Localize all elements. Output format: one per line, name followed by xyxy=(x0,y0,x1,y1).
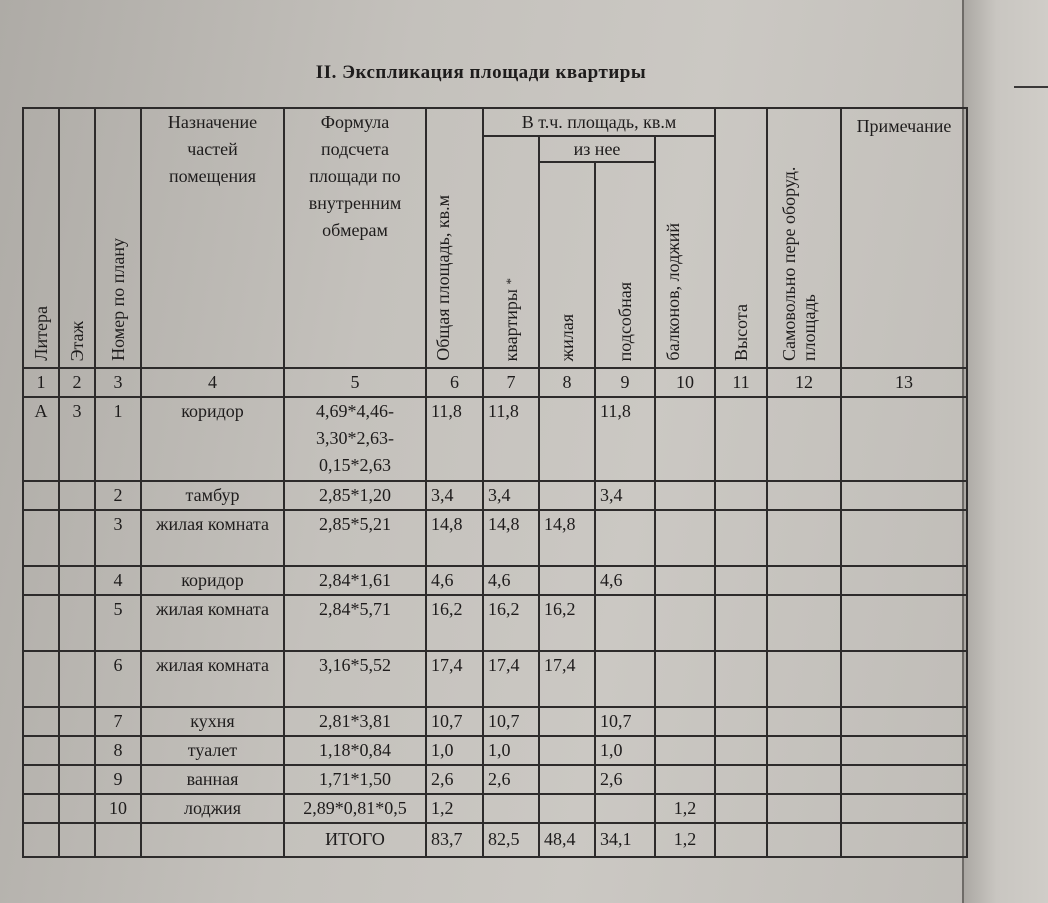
header-formula: Формула подсчета площади по внутренним обмерам xyxy=(284,108,426,368)
column-number: 10 xyxy=(655,368,715,397)
cell-empty xyxy=(715,765,767,794)
cell-zhilaya xyxy=(539,397,595,481)
table-row xyxy=(23,595,967,651)
table-row xyxy=(23,510,967,566)
cell-zhilaya: 17,4 xyxy=(539,651,595,707)
cell-empty xyxy=(767,566,841,595)
header-nomer: Номер по плану xyxy=(95,108,141,368)
cell-naznachenie: кухня xyxy=(141,707,284,736)
cell-empty xyxy=(715,481,767,510)
cell-balkon xyxy=(655,765,715,794)
cell-nomer: 1 xyxy=(95,397,141,481)
cell-kvartiry xyxy=(483,794,539,823)
header-vysota: Высота xyxy=(715,108,767,368)
cell-kvartiry: 16,2 xyxy=(483,595,539,651)
cell-kvartiry: 10,7 xyxy=(483,707,539,736)
cell-balkon xyxy=(655,595,715,651)
table-row xyxy=(23,651,967,707)
header-obshaya: Общая площадь, кв.м xyxy=(426,108,483,368)
column-number: 6 xyxy=(426,368,483,397)
cell-etazh xyxy=(59,510,95,566)
cell-formula: 2,81*3,81 xyxy=(284,707,426,736)
cell-empty xyxy=(841,595,967,651)
cell-naznachenie: ванная xyxy=(141,765,284,794)
cell-balkon xyxy=(655,736,715,765)
adjacent-page-edge xyxy=(962,0,1048,903)
cell-kvartiry: 11,8 xyxy=(483,397,539,481)
cell-naznachenie: жилая комната xyxy=(141,510,284,566)
cell-zhilaya: 14,8 xyxy=(539,510,595,566)
column-number: 3 xyxy=(95,368,141,397)
cell-etazh xyxy=(59,794,95,823)
column-number: 12 xyxy=(767,368,841,397)
cell-litera xyxy=(23,595,59,651)
cell-litera xyxy=(23,765,59,794)
cell-obshaya: 11,8 xyxy=(426,397,483,481)
cell-etazh xyxy=(59,736,95,765)
cell-naznachenie: коридор xyxy=(141,566,284,595)
cell-podsobnaya: 3,4 xyxy=(595,481,655,510)
cell-naznachenie: туалет xyxy=(141,736,284,765)
cell-zhilaya: 16,2 xyxy=(539,595,595,651)
cell-etazh xyxy=(59,481,95,510)
column-number: 11 xyxy=(715,368,767,397)
total-row xyxy=(23,823,967,857)
cell-zhilaya xyxy=(539,765,595,794)
cell-podsobnaya xyxy=(595,595,655,651)
cell-obshaya: 1,2 xyxy=(426,794,483,823)
cell-litera: А xyxy=(23,397,59,481)
cell-empty xyxy=(841,651,967,707)
cell-podsobnaya: 2,6 xyxy=(595,765,655,794)
cell-formula: 4,69*4,46-3,30*2,63-0,15*2,63 xyxy=(284,397,426,481)
cell-balkon: 1,2 xyxy=(655,794,715,823)
cell-kvartiry: 3,4 xyxy=(483,481,539,510)
total-zhilaya: 48,4 xyxy=(539,823,595,857)
cell-empty xyxy=(715,595,767,651)
table-row xyxy=(23,566,967,595)
header-kvartiry-label: квартиры xyxy=(501,288,521,361)
header-primechanie: Примечание xyxy=(841,108,967,368)
cell-litera xyxy=(23,707,59,736)
cell-naznachenie: жилая комната xyxy=(141,595,284,651)
cell-obshaya: 2,6 xyxy=(426,765,483,794)
cell-nomer: 10 xyxy=(95,794,141,823)
header-iz-nee: из нее xyxy=(539,136,655,162)
column-number: 7 xyxy=(483,368,539,397)
cell-litera xyxy=(23,510,59,566)
cell-zhilaya xyxy=(539,736,595,765)
cell-empty xyxy=(841,397,967,481)
cell-kvartiry: 1,0 xyxy=(483,736,539,765)
cell-etazh: 3 xyxy=(59,397,95,481)
cell-obshaya: 17,4 xyxy=(426,651,483,707)
cell-balkon xyxy=(655,481,715,510)
cell-empty xyxy=(767,736,841,765)
cell-formula: 2,84*1,61 xyxy=(284,566,426,595)
header-samovolno: Самовольно пере оборуд. площадь xyxy=(767,108,841,368)
cell-balkon xyxy=(655,566,715,595)
total-kvartiry: 82,5 xyxy=(483,823,539,857)
cell-etazh xyxy=(59,707,95,736)
cell-etazh xyxy=(59,651,95,707)
explication-table xyxy=(22,107,968,858)
cell-empty xyxy=(841,736,967,765)
cell-etazh xyxy=(59,595,95,651)
cell-litera xyxy=(23,794,59,823)
cell-naznachenie: жилая комната xyxy=(141,651,284,707)
cell-empty xyxy=(841,566,967,595)
cell-obshaya: 16,2 xyxy=(426,595,483,651)
cell-empty xyxy=(767,397,841,481)
table-row xyxy=(23,794,967,823)
cell-nomer: 9 xyxy=(95,765,141,794)
cell-nomer: 2 xyxy=(95,481,141,510)
cell-empty xyxy=(841,481,967,510)
cell-nomer: 5 xyxy=(95,595,141,651)
cell-empty xyxy=(715,794,767,823)
cell-empty xyxy=(841,707,967,736)
table-row xyxy=(23,707,967,736)
cell-podsobnaya xyxy=(595,794,655,823)
column-number: 2 xyxy=(59,368,95,397)
column-number: 1 xyxy=(23,368,59,397)
cell-nomer: 7 xyxy=(95,707,141,736)
cell-formula: 1,71*1,50 xyxy=(284,765,426,794)
table-row xyxy=(23,736,967,765)
cell-empty xyxy=(767,510,841,566)
cell-empty xyxy=(841,510,967,566)
cell-zhilaya xyxy=(539,794,595,823)
cell-formula: 1,18*0,84 xyxy=(284,736,426,765)
cell-empty xyxy=(767,481,841,510)
cell-podsobnaya xyxy=(595,510,655,566)
header-v-tch: В т.ч. площадь, кв.м xyxy=(483,108,715,136)
cell-formula: 2,89*0,81*0,5 xyxy=(284,794,426,823)
cell-obshaya: 1,0 xyxy=(426,736,483,765)
cell-litera xyxy=(23,481,59,510)
header-etazh: Этаж xyxy=(59,108,95,368)
cell-obshaya: 3,4 xyxy=(426,481,483,510)
header-litera: Литера xyxy=(23,108,59,368)
cell-naznachenie: коридор xyxy=(141,397,284,481)
table-row xyxy=(23,481,967,510)
footnote-mark: * xyxy=(503,277,518,285)
cell-formula: 3,16*5,52 xyxy=(284,651,426,707)
table-row xyxy=(23,765,967,794)
header-podsobnaya: подсобная xyxy=(595,162,655,368)
header-naznachenie: Назначение частей помещения xyxy=(141,108,284,368)
total-balkon: 1,2 xyxy=(655,823,715,857)
cell-empty xyxy=(767,765,841,794)
cell-empty xyxy=(767,794,841,823)
cell-balkon xyxy=(655,707,715,736)
column-number: 9 xyxy=(595,368,655,397)
cell-empty xyxy=(715,707,767,736)
cell-obshaya: 14,8 xyxy=(426,510,483,566)
column-number: 8 xyxy=(539,368,595,397)
cell-podsobnaya: 4,6 xyxy=(595,566,655,595)
cell-balkon xyxy=(655,651,715,707)
cell-formula: 2,85*1,20 xyxy=(284,481,426,510)
cell-etazh xyxy=(59,765,95,794)
cell-empty xyxy=(767,651,841,707)
cell-nomer: 6 xyxy=(95,651,141,707)
adjacent-page-mark xyxy=(1014,86,1048,88)
header-kvartiry xyxy=(483,136,539,368)
cell-zhilaya xyxy=(539,707,595,736)
table-row xyxy=(23,397,967,481)
cell-nomer: 3 xyxy=(95,510,141,566)
cell-obshaya: 10,7 xyxy=(426,707,483,736)
cell-podsobnaya: 10,7 xyxy=(595,707,655,736)
cell-empty xyxy=(841,794,967,823)
cell-zhilaya xyxy=(539,481,595,510)
column-number: 13 xyxy=(841,368,967,397)
cell-empty xyxy=(715,651,767,707)
cell-nomer: 8 xyxy=(95,736,141,765)
cell-formula: 2,84*5,71 xyxy=(284,595,426,651)
cell-kvartiry: 4,6 xyxy=(483,566,539,595)
column-numbers-row xyxy=(23,368,967,397)
cell-empty xyxy=(715,736,767,765)
table-body xyxy=(23,397,967,823)
column-number: 5 xyxy=(284,368,426,397)
cell-litera xyxy=(23,566,59,595)
total-obshaya: 83,7 xyxy=(426,823,483,857)
total-label: ИТОГО xyxy=(284,823,426,857)
cell-naznachenie: тамбур xyxy=(141,481,284,510)
cell-podsobnaya: 1,0 xyxy=(595,736,655,765)
cell-nomer: 4 xyxy=(95,566,141,595)
cell-empty xyxy=(715,510,767,566)
cell-naznachenie: лоджия xyxy=(141,794,284,823)
cell-kvartiry: 14,8 xyxy=(483,510,539,566)
cell-empty xyxy=(715,566,767,595)
cell-litera xyxy=(23,651,59,707)
cell-empty xyxy=(767,707,841,736)
cell-formula: 2,85*5,21 xyxy=(284,510,426,566)
cell-kvartiry: 17,4 xyxy=(483,651,539,707)
cell-zhilaya xyxy=(539,566,595,595)
header-zhilaya: жилая xyxy=(539,162,595,368)
cell-empty xyxy=(715,397,767,481)
cell-podsobnaya: 11,8 xyxy=(595,397,655,481)
cell-balkon xyxy=(655,510,715,566)
cell-obshaya: 4,6 xyxy=(426,566,483,595)
document-title: II. Экспликация площади квартиры xyxy=(315,62,647,83)
cell-litera xyxy=(23,736,59,765)
cell-kvartiry: 2,6 xyxy=(483,765,539,794)
column-number: 4 xyxy=(141,368,284,397)
total-podsobnaya: 34,1 xyxy=(595,823,655,857)
header-balkonov: балконов, лоджий xyxy=(655,136,715,368)
cell-podsobnaya xyxy=(595,651,655,707)
cell-balkon xyxy=(655,397,715,481)
cell-etazh xyxy=(59,566,95,595)
cell-empty xyxy=(767,595,841,651)
cell-empty xyxy=(841,765,967,794)
